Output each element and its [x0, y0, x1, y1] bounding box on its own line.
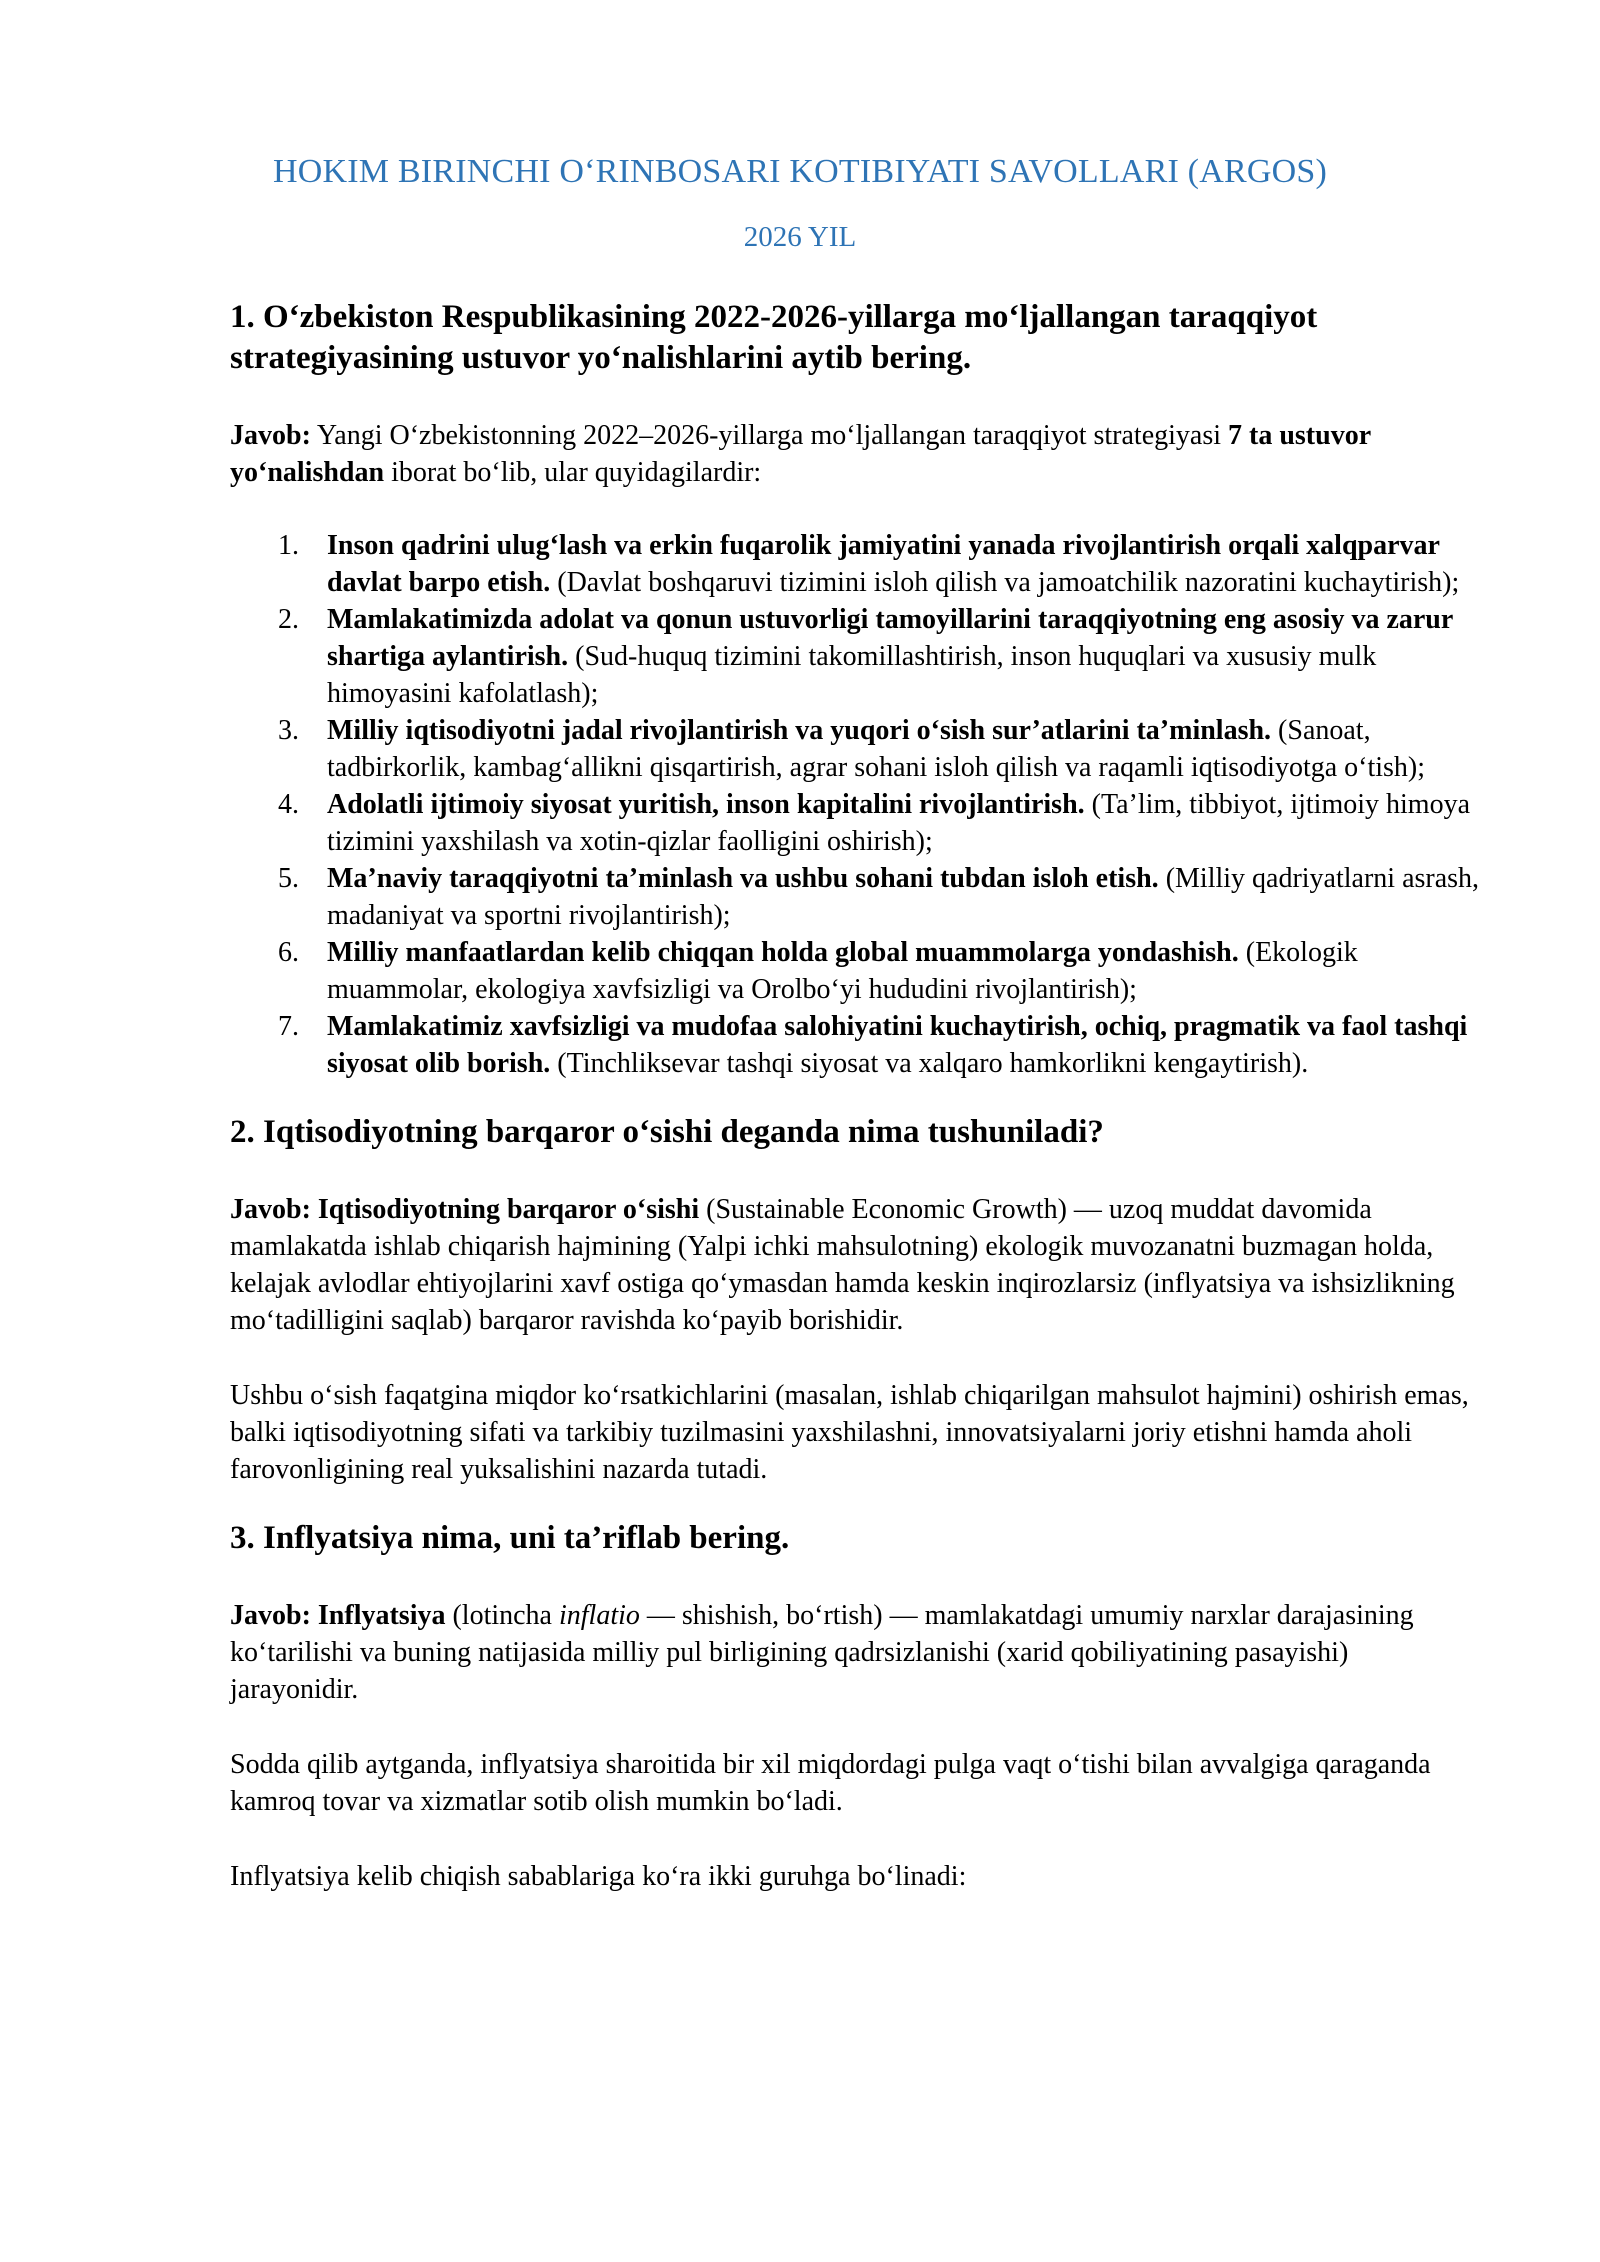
answer-italic-text: inflatio	[559, 1600, 640, 1631]
list-item: 1. Inson qadrini ulug‘lash va erkin fuqarolik jamiyatini yanada rivojlantirish orqali xalqparvar davlat barpo etish. (Davlat boshqaruvi tizimini isloh qilish va jamoatchilik nazoratini kuchaytirish);	[278, 530, 1460, 598]
list-item: 5. Ma’naviy taraqqiyotni ta’minlash va ushbu sohani tubdan isloh etish. (Milliy qadriyatlarni asrash, madaniyat va sportni rivojlantirish);	[278, 863, 1480, 931]
question-1-heading: 1. O‘zbekiston Respublikasining 2022-2026-yillarga mo‘ljallangan taraqqiyot strategiyasining ustuvor yo‘nalishlarini aytib bering.	[230, 299, 1318, 376]
question-1-answer	[230, 417, 1480, 491]
priority-list	[278, 527, 1480, 1082]
document-body	[230, 297, 1480, 1895]
answer-label: Javob:	[230, 420, 311, 451]
list-item: 3. Milliy iqtisodiyotni jadal rivojlantirish va yuqori o‘sish sur’atlarini ta’minlash. (Sanoat, tadbirkorlik, kambag‘allikni qisqartirish, agrar sohani isloh qilish va raqamli iqtisodiyotga o‘tish);	[278, 715, 1426, 783]
list-item: 6. Milliy manfaatlardan kelib chiqqan holda global muammolarga yondashish. (Ekologik muammolar, ekologiya xavfsizligi va Orolbo‘yi hududini rivojlantirish);	[278, 937, 1358, 1005]
question-3-heading: 3. Inflyatsiya nima, uni ta’riflab bering.	[230, 1520, 790, 1556]
list-item: 7. Mamlakatimiz xavfsizligi va mudofaa salohiyatini kuchaytirish, ochiq, pragmatik va faol tashqi siyosat olib borish. (Tinchliksevar tashqi siyosat va xalqaro hamkorlikni kengaytirish).	[278, 1011, 1468, 1079]
answer-bold-text: 7 ta ustuvor yo‘nalishdan	[230, 420, 1371, 488]
question-2-heading: 2. Iqtisodiyotning barqaror o‘sishi deganda nima tushuniladi?	[230, 1114, 1104, 1150]
question-2-answer	[230, 1191, 1480, 1339]
question-3-paragraph: Sodda qilib aytganda, inflyatsiya sharoitida bir xil miqdordagi pulga vaqt o‘tishi bilan avvalgiga qaraganda kamroq tovar va xizmatlar sotib olish mumkin bo‘ladi.	[230, 1749, 1431, 1817]
list-item: 4. Adolatli ijtimoiy siyosat yuritish, inson kapitalini rivojlantirish. (Ta’lim, tibbiyot, ijtimoiy himoya tizimini yaxshilash va xotin-qizlar faolligini oshirish);	[278, 789, 1470, 857]
answer-label: Javob: Inflyatsiya	[230, 1600, 446, 1631]
answer-text: (lotincha	[445, 1600, 559, 1631]
question-3-answer	[230, 1597, 1480, 1708]
document-title: HOKIM BIRINCHI O‘RINBOSARI KOTIBIYATI SAVOLLARI (ARGOS)	[273, 153, 1327, 190]
answer-text: Yangi O‘zbekistonning 2022–2026-yillarga mo‘ljallangan taraqqiyot strategiyasi	[310, 420, 1229, 451]
document-year: 2026 YIL	[743, 221, 857, 253]
answer-text: (Sustainable Economic Growth) — uzoq muddat davomida mamlakatda ishlab chiqarish hajmining (Yalpi ichki mahsulotning) ekologik muvozanatni buzmagan holda, kelajak avlodlar ehtiyojlarini xavf ostiga qo‘ymasdan hamda keskin inqirozlarsiz (inflyatsiya va ishsizlikning mo‘tadilligini saqlab) barqaror ravishda ko‘payib borishidir.	[230, 1194, 1455, 1336]
answer-text: — shishish, bo‘rtish) — mamlakatdagi umumiy narxlar darajasining ko‘tarilishi va buning natijasida milliy pul birligining qadrsizlanishi (xarid qobiliyatining pasayishi) jarayonidir.	[230, 1600, 1414, 1705]
question-2-paragraph: Ushbu o‘sish faqatgina miqdor ko‘rsatkichlarini (masalan, ishlab chiqarilgan mahsulot hajmini) oshirish emas, balki iqtisodiyotning sifati va tarkibiy tuzilmasini yaxshilashni, innovatsiyalarni joriy etishni hamda aholi farovonligining real yuksalishini nazarda tutadi.	[230, 1380, 1469, 1485]
answer-text: iborat bo‘lib, ular quyidagilardir:	[384, 457, 762, 488]
list-item: 2. Mamlakatimizda adolat va qonun ustuvorligi tamoyillarini taraqqiyotning eng asosiy va zarur shartiga aylantirish. (Sud-huquq tizimini takomillashtirish, inson huquqlari va xususiy mulk himoyasini kafolatlash);	[278, 604, 1453, 709]
question-3-paragraph: Inflyatsiya kelib chiqish sabablariga ko‘ra ikki guruhga bo‘linadi:	[230, 1861, 967, 1892]
answer-label: Javob: Iqtisodiyotning barqaror o‘sishi	[230, 1194, 700, 1225]
